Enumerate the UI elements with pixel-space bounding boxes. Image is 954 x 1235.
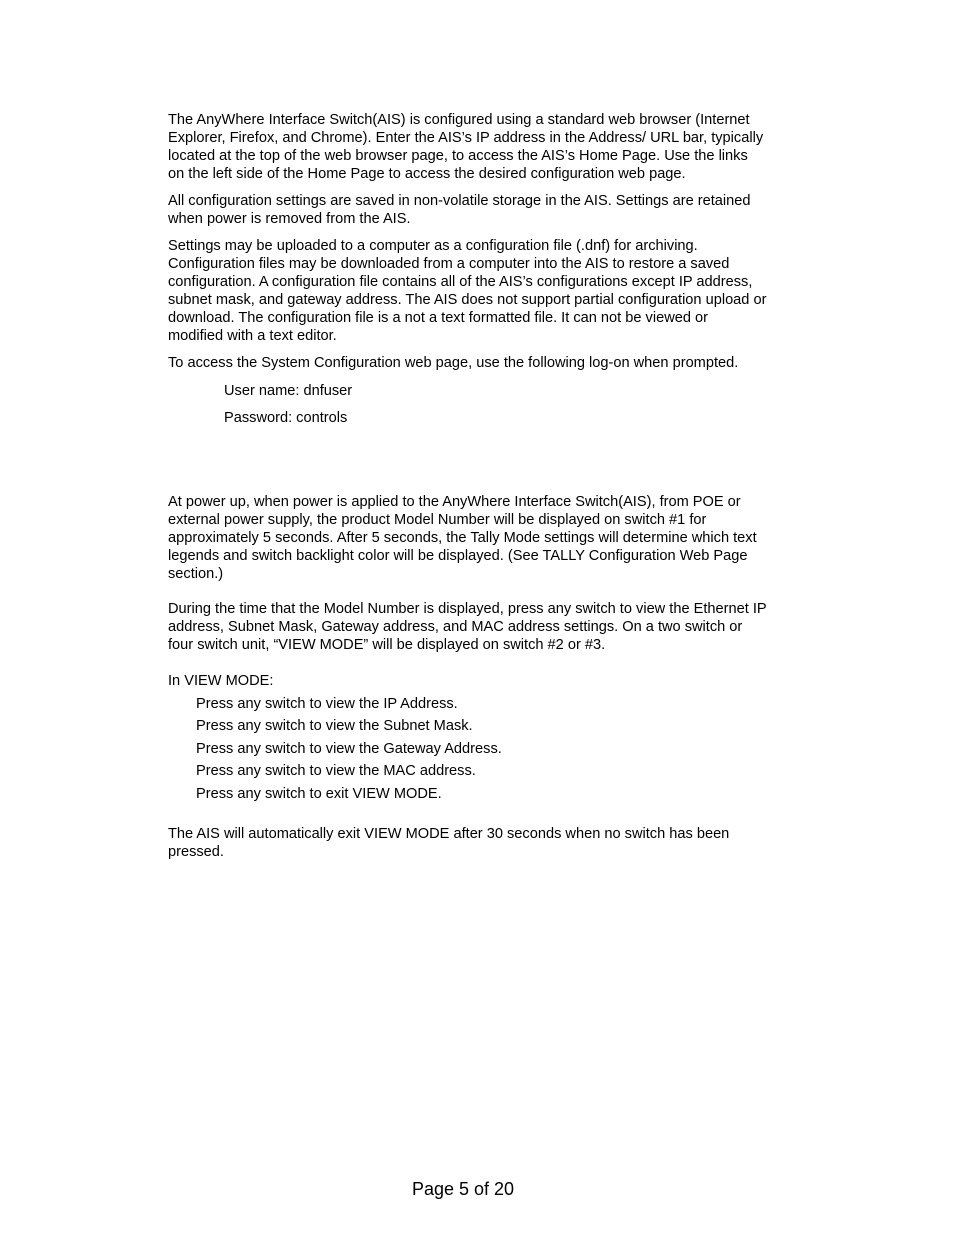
text-line: At power up, when power is applied to the AnyWhere Interface Switch(AIS), from POE or	[168, 494, 741, 510]
text-line: All configuration settings are saved in non-volatile storage in the AIS. Settings are retained	[168, 193, 751, 209]
view-mode-step: Press any switch to view the IP Address.	[196, 696, 458, 712]
auto-exit-paragraph	[168, 825, 828, 861]
text-line: section.)	[168, 566, 224, 582]
text-line: approximately 5 seconds. After 5 seconds, the Tally Mode settings will determine which text	[168, 530, 757, 546]
text-line: download. The configuration file is a not a text formatted file. It can not be viewed or	[168, 310, 709, 326]
view-mode-heading	[168, 672, 828, 690]
text-line: To access the System Configuration web page, use the following log-on when prompted.	[168, 355, 739, 371]
text-line: Explorer, Firefox, and Chrome). Enter the AIS’s IP address in the Address/ URL bar, typically	[168, 130, 764, 146]
view-mode-step: Press any switch to exit VIEW MODE.	[196, 786, 442, 802]
text-line: when power is removed from the AIS.	[168, 211, 411, 227]
config-file-paragraph	[168, 237, 828, 345]
page-number: Page 5 of 20	[411, 1179, 515, 1199]
power-up-paragraph	[168, 493, 828, 583]
login-password: Password: controls	[224, 410, 348, 426]
text-line: The AIS will automatically exit VIEW MODE after 30 seconds when no switch has been	[168, 826, 730, 842]
storage-paragraph	[168, 192, 828, 228]
text-line: four switch unit, “VIEW MODE” will be displayed on switch #2 or #3.	[168, 637, 606, 653]
text-line: modified with a text editor.	[168, 328, 337, 344]
login-username: User name: dnfuser	[224, 383, 353, 399]
text-line: on the left side of the Home Page to access the desired configuration web page.	[168, 166, 686, 182]
text-line: subnet mask, and gateway address. The AIS does not support partial configuration upload or	[168, 292, 767, 308]
intro-paragraph	[168, 111, 828, 183]
text-line: The AnyWhere Interface Switch(AIS) is configured using a standard web browser (Internet	[168, 112, 750, 128]
text-line: pressed.	[168, 844, 224, 860]
text-line: legends and switch backlight color will be displayed. (See TALLY Configuration Web Page	[168, 548, 748, 564]
text-line: located at the top of the web browser page, to access the AIS’s Home Page. Use the links	[168, 148, 748, 164]
text-line: external power supply, the product Model Number will be displayed on switch #1 for	[168, 512, 707, 528]
view-mode-step: Press any switch to view the Subnet Mask.	[196, 718, 473, 734]
model-number-paragraph	[168, 600, 828, 654]
text-line: address, Subnet Mask, Gateway address, and MAC address settings. On a two switch or	[168, 619, 743, 635]
text-line: Settings may be uploaded to a computer as a configuration file (.dnf) for archiving.	[168, 238, 698, 254]
view-mode-step: Press any switch to view the Gateway Address.	[196, 741, 502, 757]
text-line: In VIEW MODE:	[168, 673, 274, 689]
text-line: Configuration files may be downloaded from a computer into the AIS to restore a saved	[168, 256, 730, 272]
text-line: configuration. A configuration file contains all of the AIS’s configurations except IP address,	[168, 274, 753, 290]
access-paragraph	[168, 354, 828, 372]
text-line: During the time that the Model Number is displayed, press any switch to view the Ethernet IP	[168, 601, 767, 617]
view-mode-step: Press any switch to view the MAC address.	[196, 763, 476, 779]
